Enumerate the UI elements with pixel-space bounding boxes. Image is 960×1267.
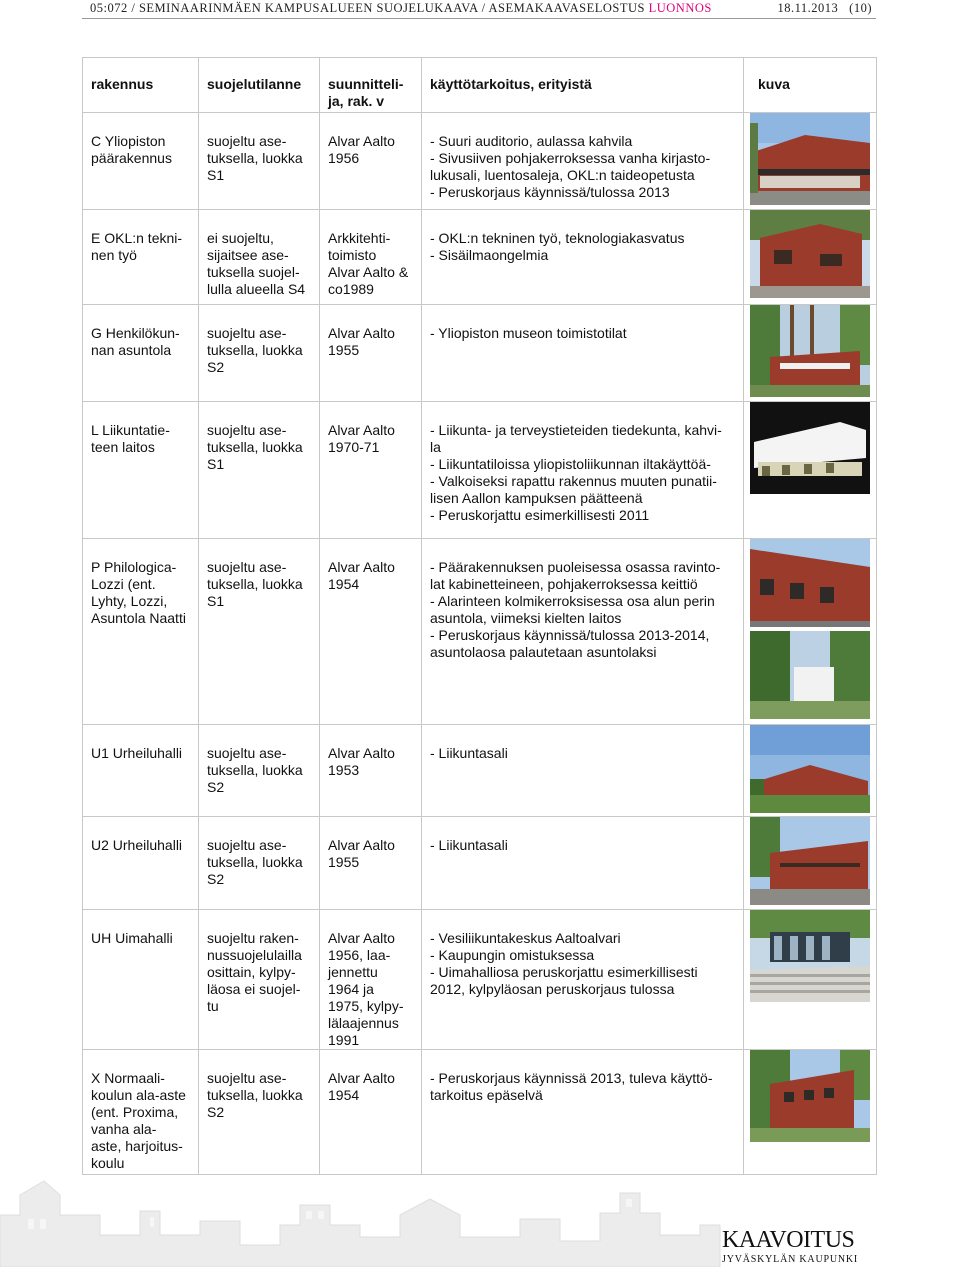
usage-notes: - Yliopiston museon toimistotilat (430, 325, 627, 341)
architect-year: Alvar Aalto 1953 (328, 745, 395, 778)
architect-year: Alvar Aalto 1954 (328, 1070, 395, 1103)
building-name: UH Uimahalli (91, 930, 173, 946)
usage-notes: - Päärakennuksen puoleisessa osassa ravinto- lat kabinetteineen, pohjakerroksessa keittiö - Alarinteen kolmikerroksisessa osa alun perin asuntola, viimeksi kielten laitos - Peruskorjaus käynnissä/tulossa 2013-2014, asuntolaosa palautetaan asuntolaksi (430, 559, 721, 660)
table-row (83, 402, 877, 539)
building-name: E OKL:n tekni- nen työ (91, 230, 183, 263)
logo-main-text: KAAVOITUS (722, 1227, 855, 1253)
usage-notes: - Liikunta- ja terveystieteiden tiedekunta, kahvi- la - Liikuntatiloissa yliopistoliikunnan iltakäyttöä- - Valkoiseksi rapattu rakennus muuten punatii- lisen Aallon kampuksen päätteenä - Peruskorjattu esimerkillisesti 2011 (430, 422, 722, 523)
table-row (83, 113, 877, 210)
table-row (83, 725, 877, 817)
building-name: U1 Urheiluhalli (91, 745, 183, 761)
col-header-rakennus: rakennus (83, 58, 199, 113)
protection-status: suojeltu ase- tuksella, luokka S2 (207, 1070, 303, 1120)
building-photo (750, 817, 870, 905)
col-header-suojelu: suojelutilanne (199, 58, 320, 113)
header-divider (82, 18, 876, 19)
page-header (82, 0, 876, 16)
usage-notes: - Vesiliikuntakeskus Aaltoalvari - Kaupungin omistuksessa - Uimahalliosa peruskorjattu esimerkillisesti 2012, kylpyläosan peruskorjaus tulossa (430, 930, 698, 997)
usage-notes: - OKL:n tekninen työ, teknologiakasvatus - Sisäilmaongelmia (430, 230, 685, 263)
architect-year: Alvar Aalto 1956 (328, 133, 395, 166)
table-row (83, 1050, 877, 1175)
draft-label: LUONNOS (648, 1, 712, 15)
table-header-row (83, 58, 877, 113)
building-name: U2 Urheiluhalli (91, 837, 183, 853)
table-row (83, 539, 877, 725)
building-photo (750, 402, 870, 494)
col-header-kuva: kuva (744, 58, 877, 113)
building-photo (750, 725, 870, 813)
col-header-kaytto: käyttötarkoitus, erityistä (422, 58, 744, 113)
protection-status: suojeltu ase- tuksella, luokka S2 (207, 745, 303, 795)
building-photo (750, 1050, 870, 1142)
logo-sub-text: JYVÄSKYLÄN KAUPUNKI (722, 1254, 859, 1265)
building-name: L Liikuntatie- teen laitos (91, 422, 170, 455)
col-header-suunnittelija: suunnitteli- ja, rak. v (320, 58, 422, 113)
protection-status: suojeltu ase- tuksella, luokka S1 (207, 133, 303, 183)
table-row (83, 910, 877, 1050)
usage-notes: - Suuri auditorio, aulassa kahvila - Sivusiiven pohjakerroksessa vanha kirjasto- lukusali, luentosaleja, OKL:n taideopetusta - Peruskorjaus käynnissä/tulossa 2013 (430, 133, 711, 200)
architect-year: Alvar Aalto 1956, laa- jennettu 1964 ja 1975, kylpy- lälaajennus 1991 (328, 930, 404, 1048)
protection-status: suojeltu ase- tuksella, luokka S2 (207, 325, 303, 375)
usage-notes: - Peruskorjaus käynnissä 2013, tuleva käyttö- tarkoitus epäselvä (430, 1070, 713, 1103)
building-photo (750, 910, 870, 1002)
usage-notes: - Liikuntasali (430, 745, 508, 761)
building-name: P Philologica- Lozzi (ent. Lyhty, Lozzi, Asuntola Naatti (91, 559, 186, 626)
table-row (83, 817, 877, 910)
building-photo (750, 539, 870, 719)
document-title: 05:072 / SEMINAARINMÄEN KAMPUSALUEEN SUOJELUKAAVA / ASEMAKAAVASELOSTUS LUONNOS (90, 1, 712, 15)
building-name: G Henkilökun- nan asuntola (91, 325, 180, 358)
kaavoitus-logo (722, 1228, 952, 1266)
architect-year: Alvar Aalto 1955 (328, 325, 395, 358)
architect-year: Alvar Aalto 1970-71 (328, 422, 395, 455)
date-page: 18.11.2013 (10) (777, 1, 872, 15)
building-photo (750, 305, 870, 397)
protection-status: suojeltu ase- tuksella, luokka S1 (207, 559, 303, 609)
protection-status: suojeltu raken- nussuojelulailla osittain, kylpy- läosa ei suojel- tu (207, 930, 302, 1014)
protection-status: ei suojeltu, sijaitsee ase- tuksella suojel- lulla alueella S4 (207, 230, 306, 297)
building-name: C Yliopiston päärakennus (91, 133, 172, 166)
building-photo (750, 113, 870, 205)
building-table (82, 57, 877, 1175)
architect-year: Arkkitehti- toimisto Alvar Aalto & co1989 (328, 230, 409, 297)
protection-status: suojeltu ase- tuksella, luokka S1 (207, 422, 303, 472)
usage-notes: - Liikuntasali (430, 837, 508, 853)
building-name: X Normaali- koulun ala-aste (ent. Proxima, vanha ala- aste, harjoitus- koulu (91, 1070, 186, 1171)
table-row (83, 305, 877, 402)
protection-status: suojeltu ase- tuksella, luokka S2 (207, 837, 303, 887)
architect-year: Alvar Aalto 1955 (328, 837, 395, 870)
table-row (83, 210, 877, 305)
building-photo (750, 210, 870, 298)
architect-year: Alvar Aalto 1954 (328, 559, 395, 592)
